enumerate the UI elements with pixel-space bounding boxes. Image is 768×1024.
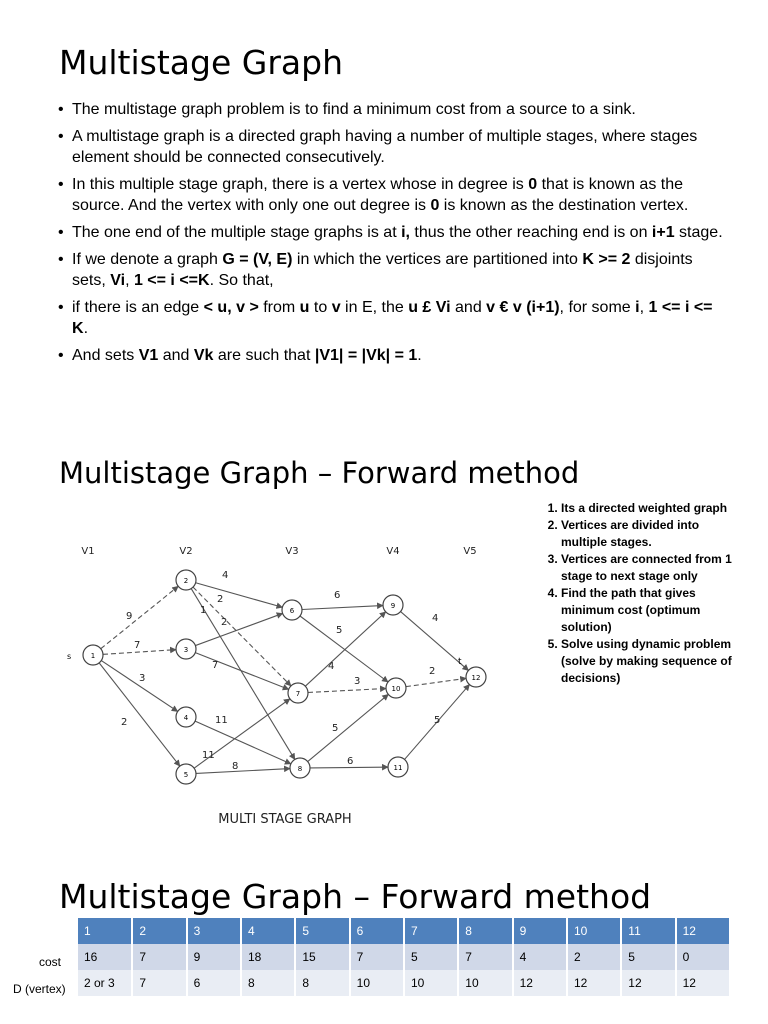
cost-table-header-row [78,918,730,944]
cost-table-row-d-vertex [78,970,730,996]
graph-edge-10-12 [406,678,466,686]
graph-node-label: 3 [183,646,189,654]
bullet-text-segment: The one end of the multiple stage graphs is at [72,224,402,241]
cost-table-cell: 10 [458,970,512,996]
edge-weight-label: 4 [222,570,229,581]
edge-weight-label: 2 [429,666,436,677]
bullet-item [58,126,723,168]
graph-edge-1-4 [101,661,177,712]
bullet-text-segment: and [450,299,487,316]
edge-weight-label: 7 [212,660,219,671]
edge-weight-label: 3 [354,676,361,687]
bullet-text-segment: K >= 2 [582,251,631,268]
multistage-graph-figure [58,536,481,836]
edge-weight-label: 2 [221,617,228,628]
cost-table-cell: 4 [513,944,567,970]
cost-table-cell: 4 [241,918,295,944]
cost-table-cell: 0 [676,944,730,970]
bullet-item [58,345,723,366]
cost-table-cell: 7 [132,944,186,970]
forward-method-point: 4. Find the path that gives minimum cost (optimum solution) [561,585,741,636]
bullet-text-segment: . [417,347,422,364]
edge-weight-label: 11 [215,715,228,726]
bullet-text-segment: . [83,320,89,337]
graph-edge-3-6 [195,613,282,645]
cost-table-cell: 9 [513,918,567,944]
cost-table-cell: 8 [295,970,349,996]
bullet-text-segment: . So that, [209,272,274,289]
graph-node-label: 5 [183,771,189,779]
bullet-text-segment: i+1 [651,224,675,241]
cost-table-cell: 6 [350,918,404,944]
edge-weight-label: 4 [432,613,439,624]
graph-node-label: 12 [471,674,481,682]
cost-table-cell: 10 [350,970,404,996]
cost-table-cell: 12 [621,970,675,996]
graph-node-label: 6 [289,607,295,615]
edge-weight-label: 2 [217,594,224,605]
slide-title-multistage-graph: Multistage Graph [59,43,343,82]
graph-edge-2-6 [196,583,283,608]
cost-table-cell: 8 [241,970,295,996]
cost-table-cell: 6 [187,970,241,996]
bullet-text-segment: disjoints sets, [72,251,693,289]
bullet-text-segment: 0 [528,176,538,193]
bullet-item [58,174,723,216]
graph-node-label: 4 [183,714,189,722]
cost-table-cell: 7 [350,944,404,970]
graph-node-label: 1 [90,652,96,660]
edge-weight-label: 11 [202,750,215,761]
cost-table-cell: 12 [676,918,730,944]
cost-table-cell: 8 [458,918,512,944]
bullet-text-segment: In this multiple stage graph, there is a vertex whose in degree is [72,176,529,193]
stage-label: V2 [179,546,193,557]
bullet-text-segment: V1 [138,347,159,364]
bullet-text-segment: in which the vertices are partitioned into [292,251,583,268]
cost-table-cell: 1 [78,918,132,944]
edge-weight-label: 1 [200,605,207,616]
bullet-text-segment: u £ Vi [408,299,451,316]
cost-table [78,918,731,996]
cost-table-cell: 16 [78,944,132,970]
stage-label: V4 [386,546,400,557]
cost-table-cell: 3 [187,918,241,944]
cost-table-cell: 2 [567,944,621,970]
bullet-text-segment: if there is an edge [72,299,204,316]
bullet-text-segment: to [309,299,332,316]
cost-table-cell: 12 [676,970,730,996]
bullet-text-segment: And sets [72,347,139,364]
bullet-text-segment: stage. [674,224,723,241]
bullet-text-segment: 1 <= i <= K [72,299,713,337]
cost-table-cell: 10 [567,918,621,944]
bullet-item [58,249,723,291]
graph-edge-3-7 [195,653,288,690]
edge-weight-label: 6 [347,756,354,767]
bullet-text-segment: G = (V, E) [222,251,293,268]
bullet-item [58,99,723,120]
cost-table-cell: 12 [513,970,567,996]
forward-method-point: 2. Vertices are divided into multiple stages. [561,517,741,551]
cost-table-cell: 7 [458,944,512,970]
slide-title-forward-method: Multistage Graph – Forward method [59,456,580,490]
bullet-text-segment: from [258,299,300,316]
graph-edge-7-10 [308,689,386,693]
bullet-text-segment: thus the other reaching end is on [409,224,652,241]
edge-weight-label: 5 [434,715,441,726]
bullet-text-segment: u [299,299,310,316]
edge-weight-label: 6 [334,590,341,601]
graph-caption: MULTI STAGE GRAPH [218,812,352,827]
bullet-text-segment: 1 <= i <=K [133,272,210,289]
forward-method-point: 5. Solve using dynamic problem (solve by making sequence of decisions) [561,636,741,687]
bullet-text-segment: in E, the [340,299,409,316]
cost-table-cell: 2 or 3 [78,970,132,996]
bullet-text-segment: v € v (i+1) [486,299,560,316]
graph-node-label: 2 [183,577,189,585]
source-label: s [67,652,72,661]
bullet-text-segment: that is known as the source. And the vertex with only one out degree is [72,176,684,214]
graph-edge-7-9 [305,612,385,686]
cost-table-cell: 5 [404,944,458,970]
cost-table-cell: 11 [621,918,675,944]
row-label-d-vertex: D (vertex) [13,982,66,996]
graph-node-label: 9 [390,602,396,610]
stage-label: V3 [285,546,299,557]
bullet-text-segment: 0 [430,197,440,214]
bullet-text-segment: , [639,299,649,316]
forward-method-point: 3. Vertices are connected from 1 stage to next stage only [561,551,741,585]
bullet-text-segment: , for some [559,299,636,316]
cost-table-cell: 10 [404,970,458,996]
bullet-text-segment: and [158,347,194,364]
cost-table-cell: 12 [567,970,621,996]
bullet-text-segment: < u, v > [203,299,259,316]
edge-weight-label: 8 [232,761,239,772]
graph-edge-8-11 [310,767,388,768]
cost-table-cell: 5 [295,918,349,944]
edge-weight-label: 3 [139,673,146,684]
sink-label: t [458,657,462,667]
bullet-text-segment: The multistage graph problem is to find a minimum cost from a source to a sink. [72,101,636,118]
forward-method-point: 1. Its a directed weighted graph [561,500,741,517]
forward-method-points-list [538,500,741,687]
bullet-text-segment: Vi [110,272,126,289]
edge-weight-label: 5 [332,723,339,734]
edge-weight-label: 2 [121,717,128,728]
graph-node-label: 11 [393,764,403,772]
definition-bullet-list [58,99,723,372]
cost-table-cell: 7 [404,918,458,944]
edge-weight-label: 5 [336,625,343,636]
slide-title-forward-method-table: Multistage Graph – Forward method [59,877,652,916]
cost-table-cell: 2 [132,918,186,944]
graph-edge-8-10 [308,694,389,761]
graph-stage-labels [67,546,477,827]
bullet-item [58,297,723,339]
bullet-text-segment: i [635,299,640,316]
row-label-cost: cost [39,955,62,969]
graph-node-label: 10 [391,685,401,693]
cost-table-cell: 5 [621,944,675,970]
cost-table-cell: 18 [241,944,295,970]
bullet-text-segment: |V1| = |Vk| = 1 [314,347,418,364]
bullet-text-segment: v [331,299,341,316]
cost-table-cell: 15 [295,944,349,970]
edge-weight-label: 9 [126,611,133,622]
bullet-text-segment: is known as the destination vertex. [439,197,689,214]
edge-weight-label: 7 [134,640,141,651]
bullet-item [58,222,723,243]
bullet-text-segment: Vk [193,347,214,364]
bullet-text-segment: A multistage graph is a directed graph having a number of multiple stages, where stages element should be connected consecutively. [72,128,698,166]
graph-node-label: 8 [297,765,303,773]
graph-node-label: 7 [295,690,301,698]
cost-table-row-cost [78,944,730,970]
graph-edge-5-8 [196,769,290,774]
cost-table-cell: 9 [187,944,241,970]
bullet-text-segment: are such that [213,347,315,364]
edge-weight-label: 4 [328,661,335,672]
bullet-text-segment: i, [401,224,410,241]
bullet-text-segment: , [125,272,134,289]
stage-label: V5 [463,546,477,557]
graph-edge-6-10 [300,616,388,682]
cost-table-cell: 7 [132,970,186,996]
stage-label: V1 [81,546,95,557]
bullet-text-segment: If we denote a graph [72,251,223,268]
graph-edge-6-9 [302,605,383,609]
